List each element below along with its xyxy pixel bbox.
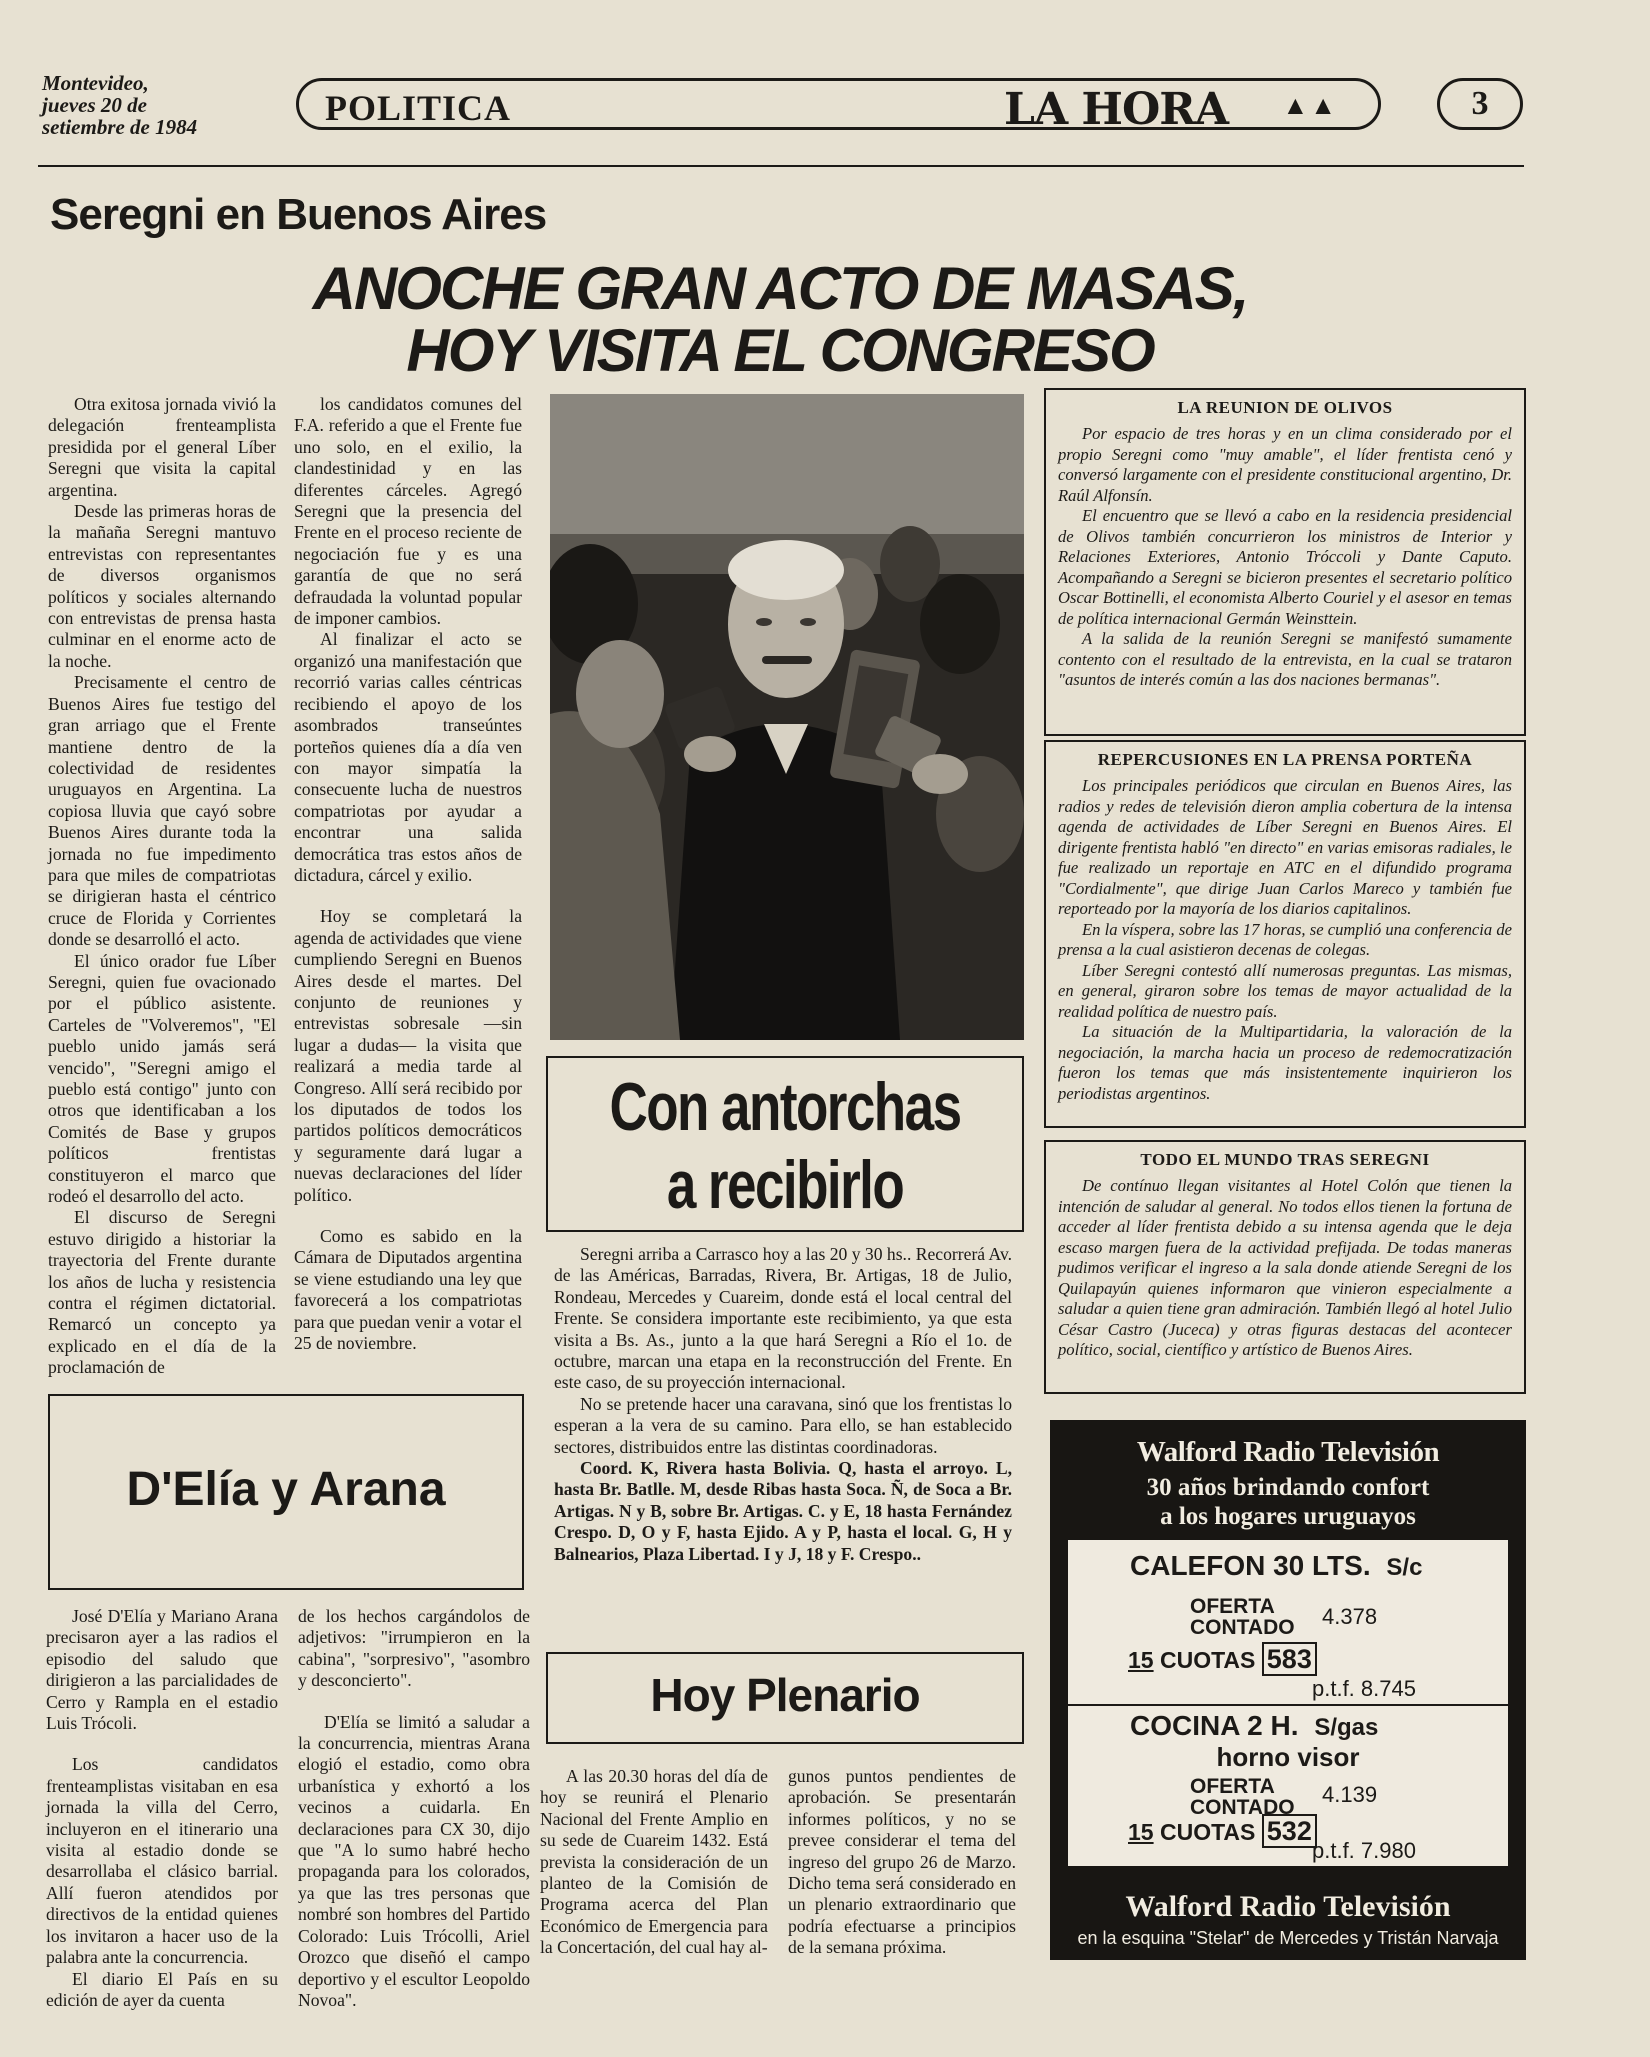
dateline [42, 72, 232, 138]
olivos-paragraph: Por espacio de tres horas y en un clima considerado por el propio Seregni como "muy amable", el líder frentista cenó y conversó largamente con el presidente constitucional argentino, Dr. Raúl Alfonsín. [1058, 424, 1512, 505]
delia-paragraph: El diario El País en su edición de ayer da cuenta [46, 1968, 278, 2010]
ad-tagline-line1: 30 años brindando confort [1146, 1474, 1430, 1501]
ad-quota-label: CUOTAS [1159, 1819, 1256, 1845]
prensa-title: REPERCUSIONES EN LA PRENSA PORTEÑA [1097, 750, 1473, 769]
dateline-place: Montevideo, [42, 71, 149, 95]
todo-text [1046, 1176, 1524, 1361]
ad-tagline [1050, 1473, 1526, 1531]
lead-column-1 [48, 394, 276, 1379]
olivos-box [1044, 388, 1526, 736]
ad-offer-label-line2: CONTADO [1190, 1796, 1295, 1819]
lead-paragraph: Otra exitosa jornada vivió la delegación frenteamplista presidida por el general Líber Seregni que visita la capital argentina. [48, 394, 276, 500]
olivos-title: LA REUNION DE OLIVOS [1177, 398, 1393, 417]
arrows-icon: ▲▲ [1282, 91, 1338, 120]
photo-illustration [550, 394, 1024, 1040]
lead-paragraph: Al finalizar el acto se organizó una manifestación que recorrió varias calles céntricas recibiendo el apoyo de los asombrados transeúntes porteños quienes día a día ven con mayor simpatía la consecuente lucha de nuestros compatriotas por ayudar a encontrar una salida democrática tras estos años de dictadura, cárcel y exilio. [294, 629, 522, 885]
lead-headline-line1: ANOCHE GRAN ACTO DE MASAS, [312, 255, 1248, 322]
ad-quota-value: 532 [1262, 1814, 1317, 1848]
ad-tagline-line2: a los hogares uruguayos [1160, 1503, 1416, 1530]
delia-paragraph: de los hechos cargándolos de adjetivos: "irrumpieron en la cabina", "sorpresivo", "asombro y desconcierto". [298, 1606, 530, 1691]
delia-headline: D'Elía y Arana [126, 1463, 446, 1516]
torch-paragraph: Seregni arriba a Carrasco hoy a las 20 y 30 hs.. Recorrerá Av. de las Américas, Barradas, Rivera, Br. Artigas, 18 de Julio, Rondeau, Mercedes y Cuareim, donde está el local central del Frente. Se considera importante este recibimiento, ya que esta visita a Bs. As., junto a la que hará Seregni a Río el 1o. de octubre, marcan una etapa en la reconstrucción del Frente. En este caso, de su proyección internacional. [554, 1244, 1012, 1393]
lead-headline [270, 255, 1290, 384]
plenario-headline: Hoy Plenario [650, 1669, 920, 1721]
olivos-paragraph: El encuentro que se llevó a cabo en la residencia presidencial de Olivos también concurrieron los ministros de Interior y Relaciones Exteriores, Antonio Tróccoli y Dante Caputo. Acompañando a Seregni se bicieron presentes el secretario político Oscar Bottinelli, el economista Alberto Couriel y el asesor en temas de política internacional Germán Weinsttein. [1058, 506, 1512, 628]
ad-cash-price: 4.139 [1322, 1782, 1378, 1807]
ad-quotas [1128, 1644, 1317, 1675]
ad-quota-count: 15 [1128, 1647, 1154, 1673]
lead-paragraph: El único orador fue Líber Seregni, quien fue ovacionado por el público asistente. Carteles de "Volveremos", "El pueblo unido jamás será vencido", "Seregni amigo el pueblo está contigo" junto con otros que identificaban a los Comités de Base y grupos políticos frentistas constituyeron el marco que rodeó el desarrollo del acto. [48, 950, 276, 1207]
prensa-paragraph: La situación de la Multipartidaria, la valoración de la negociación, la marcha hacia un proceso de redemocratización fueron los temas que más insistentemente inquirieron los periodistas argentinos. [1058, 1022, 1512, 1103]
press-photo [550, 394, 1024, 1040]
plenario-paragraph: A las 20.30 horas del día de hoy se reunirá el Plenario Nacional del Frente Amplio en su sede de Cuareim 1432. Está prevista la consideración de un planteo de la Comisión de Programa acerca del Plan Económico de Emergencia para la Concertación, del cual hay al- [540, 1766, 768, 1958]
ad-offer-label [1190, 1776, 1295, 1818]
page-number: 3 [1437, 78, 1523, 130]
ad-quota-count: 15 [1128, 1819, 1154, 1845]
ad-offers-panel [1068, 1540, 1508, 1866]
ad-product-subtitle: horno visor [1216, 1742, 1360, 1772]
ad-product-suffix: S/gas [1314, 1714, 1379, 1741]
ad-product-name [1130, 1710, 1378, 1742]
ad-quotas [1128, 1816, 1317, 1847]
delia-column-1 [46, 1606, 278, 2011]
ad-cash-price: 4.378 [1322, 1604, 1378, 1629]
lead-column-2 [294, 394, 522, 1354]
ad-brand: Walford Radio Televisión [1136, 1436, 1440, 1468]
delia-column-2 [298, 1606, 530, 2011]
lead-paragraph: Hoy se completará la agenda de actividades que viene cumpliendo Seregni en Buenos Aires desde el martes. Del conjunto de reuniones y entrevistas sobresale —sin lugar a dudas— la visita que realizará a media tarde al Congreso. Allí será recibido por los diputados de todos los partidos políticos democráticos y seguramente dará lugar a nuevas declaraciones del líder político. [294, 906, 522, 1205]
dateline-day: jueves 20 de [42, 93, 147, 117]
torch-headline [600, 1068, 970, 1224]
torch-headline-line2: a recibirlo [666, 1147, 904, 1223]
delia-paragraph: José D'Elía y Mariano Arana precisaron ayer a las radios el episodio del saludo que dirigieron a las parcialidades de Cerro y Rampla en el estadio Luis Trócoli. [46, 1606, 278, 1734]
ad-ptf: p.t.f. 8.745 [1312, 1676, 1416, 1701]
ad-divider [1068, 1704, 1508, 1706]
torch-article [554, 1244, 1012, 1565]
kicker: Seregni en Buenos Aires [50, 190, 547, 239]
torch-paragraph: No se pretende hacer una caravana, sinó que los frentistas lo esperan a la vera de su camino. Para ello, se han establecido sectores, distribuidos entre las distintas coordinadoras. [554, 1393, 1012, 1457]
lead-paragraph: Precisamente el centro de Buenos Aires fue testigo del gran arriago que el Frente mantiene dentro de la colectividad de residentes uruguayos en Argentina. La copiosa lluvia que cayó sobre Buenos Aires durante toda la jornada no fue impedimento para que miles de compatriotas se dirigieran hasta el céntrico cruce de Florida y Corrientes donde se desarrolló el acto. [48, 672, 276, 950]
plenario-headline-box [546, 1652, 1024, 1744]
ad-footer-brand: Walford Radio Televisión [1125, 1890, 1451, 1923]
todo-title: TODO EL MUNDO TRAS SEREGNI [1140, 1150, 1430, 1169]
delia-paragraph: D'Elía se limitó a saludar a la concurrencia, mientras Arana elogió el estadio, como obra urbanística y exhortó a los vecinos a cuidarla. En declaraciones para CX 30, dijo que "A lo sumo habré hecho propaganda para los colorados, ya que las tres personas que nombré son hombres del Partido Colorado: Luis Trócolli, Ariel Orozco que diseñó el campo deportivo y el escultor Leopoldo Novoa". [298, 1711, 530, 2010]
delia-headline-box [48, 1394, 524, 1590]
ad-quota-value: 583 [1262, 1642, 1317, 1676]
ad-ptf: p.t.f. 7.980 [1312, 1838, 1416, 1863]
ad-footer-address: en la esquina "Stelar" de Mercedes y Tristán Narvaja [1077, 1928, 1499, 1948]
prensa-paragraph: Los principales periódicos que circulan en Buenos Aires, las radios y redes de televisión dieron amplia cobertura de la intensa agenda de actividades de Líber Seregni en Buenos Aires. El dirigente frentista habló "en directo" en varias emisoras radiales, le fue realizado un reportaje en ATC en el difundido programa "Cordialmente", que dirige Juan Carlos Mareco y también fue reporteado por la mayoría de los diarios capitalinos. [1058, 776, 1512, 918]
delia-paragraph: Los candidatos frenteamplistas visitaban en esa jornada la villa del Cerro, incluyeron en el itinerario una visita al estadio donde se desarrollaba el clásico barrial. Allí fueron atendidos por directivos de la entidad quienes los invitaron a hacer uso de la palabra ante la concurrencia. [46, 1754, 278, 1968]
lead-paragraph: Como es sabido en la Cámara de Diputados argentina se viene estudiando una ley que favorecerá a los compatriotas para que puedan venir a votar el 25 de noviembre. [294, 1226, 522, 1354]
ad-offer-label [1190, 1596, 1295, 1638]
todo-box [1044, 1140, 1526, 1394]
section-banner [296, 78, 1381, 135]
ad-offer-label-line1: OFERTA [1190, 1595, 1275, 1618]
olivos-paragraph: A la salida de la reunión Seregni se manifestó sumamente contento con el resultado de la entrevista, en la cual se trataron "asuntos de interés común a las dos naciones bermanas". [1058, 629, 1512, 689]
ad-product-suffix: S/c [1386, 1554, 1423, 1581]
olivos-text [1046, 424, 1524, 691]
lead-headline-line2: HOY VISITA EL CONGRESO [406, 317, 1154, 384]
section-label: POLITICA [325, 88, 512, 128]
todo-paragraph: De contínuo llegan visitantes al Hotel Colón que tienen la intención de saludar al general. No todos ellos tienen la fortuna de acceder al líder frentista debido a su intensa agenda que le deja escaso margen fuera de la actividad prefijada. De todas maneras pudimos verificar el ingreso a la sala donde atiende Seregni de los Quilapayún quienes informaron que vinieron especialmente a saludar a quien tiene gran admiración. También llegó al hotel Julio César Castro (Juceca) y otras figuras destacas del acontecer político, social, científico y artístico de Buenos Aires. [1058, 1176, 1512, 1359]
ad-quota-label: CUOTAS [1159, 1647, 1256, 1673]
lead-paragraph: El discurso de Seregni estuvo dirigido a historiar la trayectoria del Frente durante los años de lucha y resistencia contra el régimen dictatorial. Remarcó un concepto ya explicado en el día de la proclamación de [48, 1207, 276, 1378]
lead-paragraph: los candidatos comunes del F.A. referido a que el Frente fue uno solo, en el exilio, la clandestinidad y en las diferentes cárceles. Agregó Seregni que la presencia del Frente en el proceso reciente de negociación fue y es una garantía de que no será defraudada la voluntad popular de imponer cambios. [294, 394, 522, 629]
prensa-paragraph: En la víspera, sobre las 17 horas, se cumplió una conferencia de prensa a la cual asistieron decenas de colegas. [1058, 919, 1512, 959]
lead-paragraph: Desde las primeras horas de la mañaña Seregni mantuvo entrevistas con representantes de diversos organismos políticos y sociales alternando con entrevistas de prensa hasta culminar en el enorme acto de la noche. [48, 501, 276, 671]
prensa-paragraph: Líber Seregni contestó allí numerosas preguntas. Las mismas, en general, giraron sobre los temas de mayor actualidad de la realidad política de nuestro país. [1058, 960, 1512, 1021]
torch-headline-box [546, 1056, 1024, 1232]
prensa-text [1046, 776, 1524, 1104]
plenario-paragraph: gunos puntos pendientes de aprobación. Se presentarán informes políticos, y no se prevee considerar el tema del ingreso del grupo 26 de Marzo. Dicho tema será considerado en un plenario extraordinario que podría efectuarse a principios de la semana próxima. [788, 1766, 1016, 1958]
ad-product-title: CALEFON 30 LTS. [1130, 1550, 1371, 1581]
ad-offer-label-line2: CONTADO [1190, 1616, 1295, 1639]
dateline-date: setiembre de 1984 [42, 115, 198, 139]
ad-offer-label-line1: OFERTA [1190, 1775, 1275, 1798]
torch-headline-line1: Con antorchas [609, 1069, 961, 1145]
prensa-box [1044, 740, 1526, 1128]
torch-sectors: Coord. K, Rivera hasta Bolivia. Q, hasta el arroyo. L, hasta Br. Batlle. M, desde Ribas hasta Soca. Ñ, de Soca a Br. Artigas. N y B, sobre Br. Artigas. C. y E, 18 hasta Fernández Crespo. D, O y F, hasta Ejido. A y P, hasta el local. G, H y Balnearios, Plaza Libertad. I y J, 18 y F. Crespo.. [554, 1458, 1012, 1564]
header-rule [38, 165, 1524, 167]
masthead-logo: LA HORA [1004, 84, 1228, 135]
ad-product-title: COCINA 2 H. [1130, 1710, 1299, 1741]
walford-advertisement [1050, 1420, 1526, 1960]
plenario-column-2 [788, 1766, 1016, 1959]
ad-product-name [1130, 1550, 1422, 1582]
plenario-column-1 [540, 1766, 768, 1959]
